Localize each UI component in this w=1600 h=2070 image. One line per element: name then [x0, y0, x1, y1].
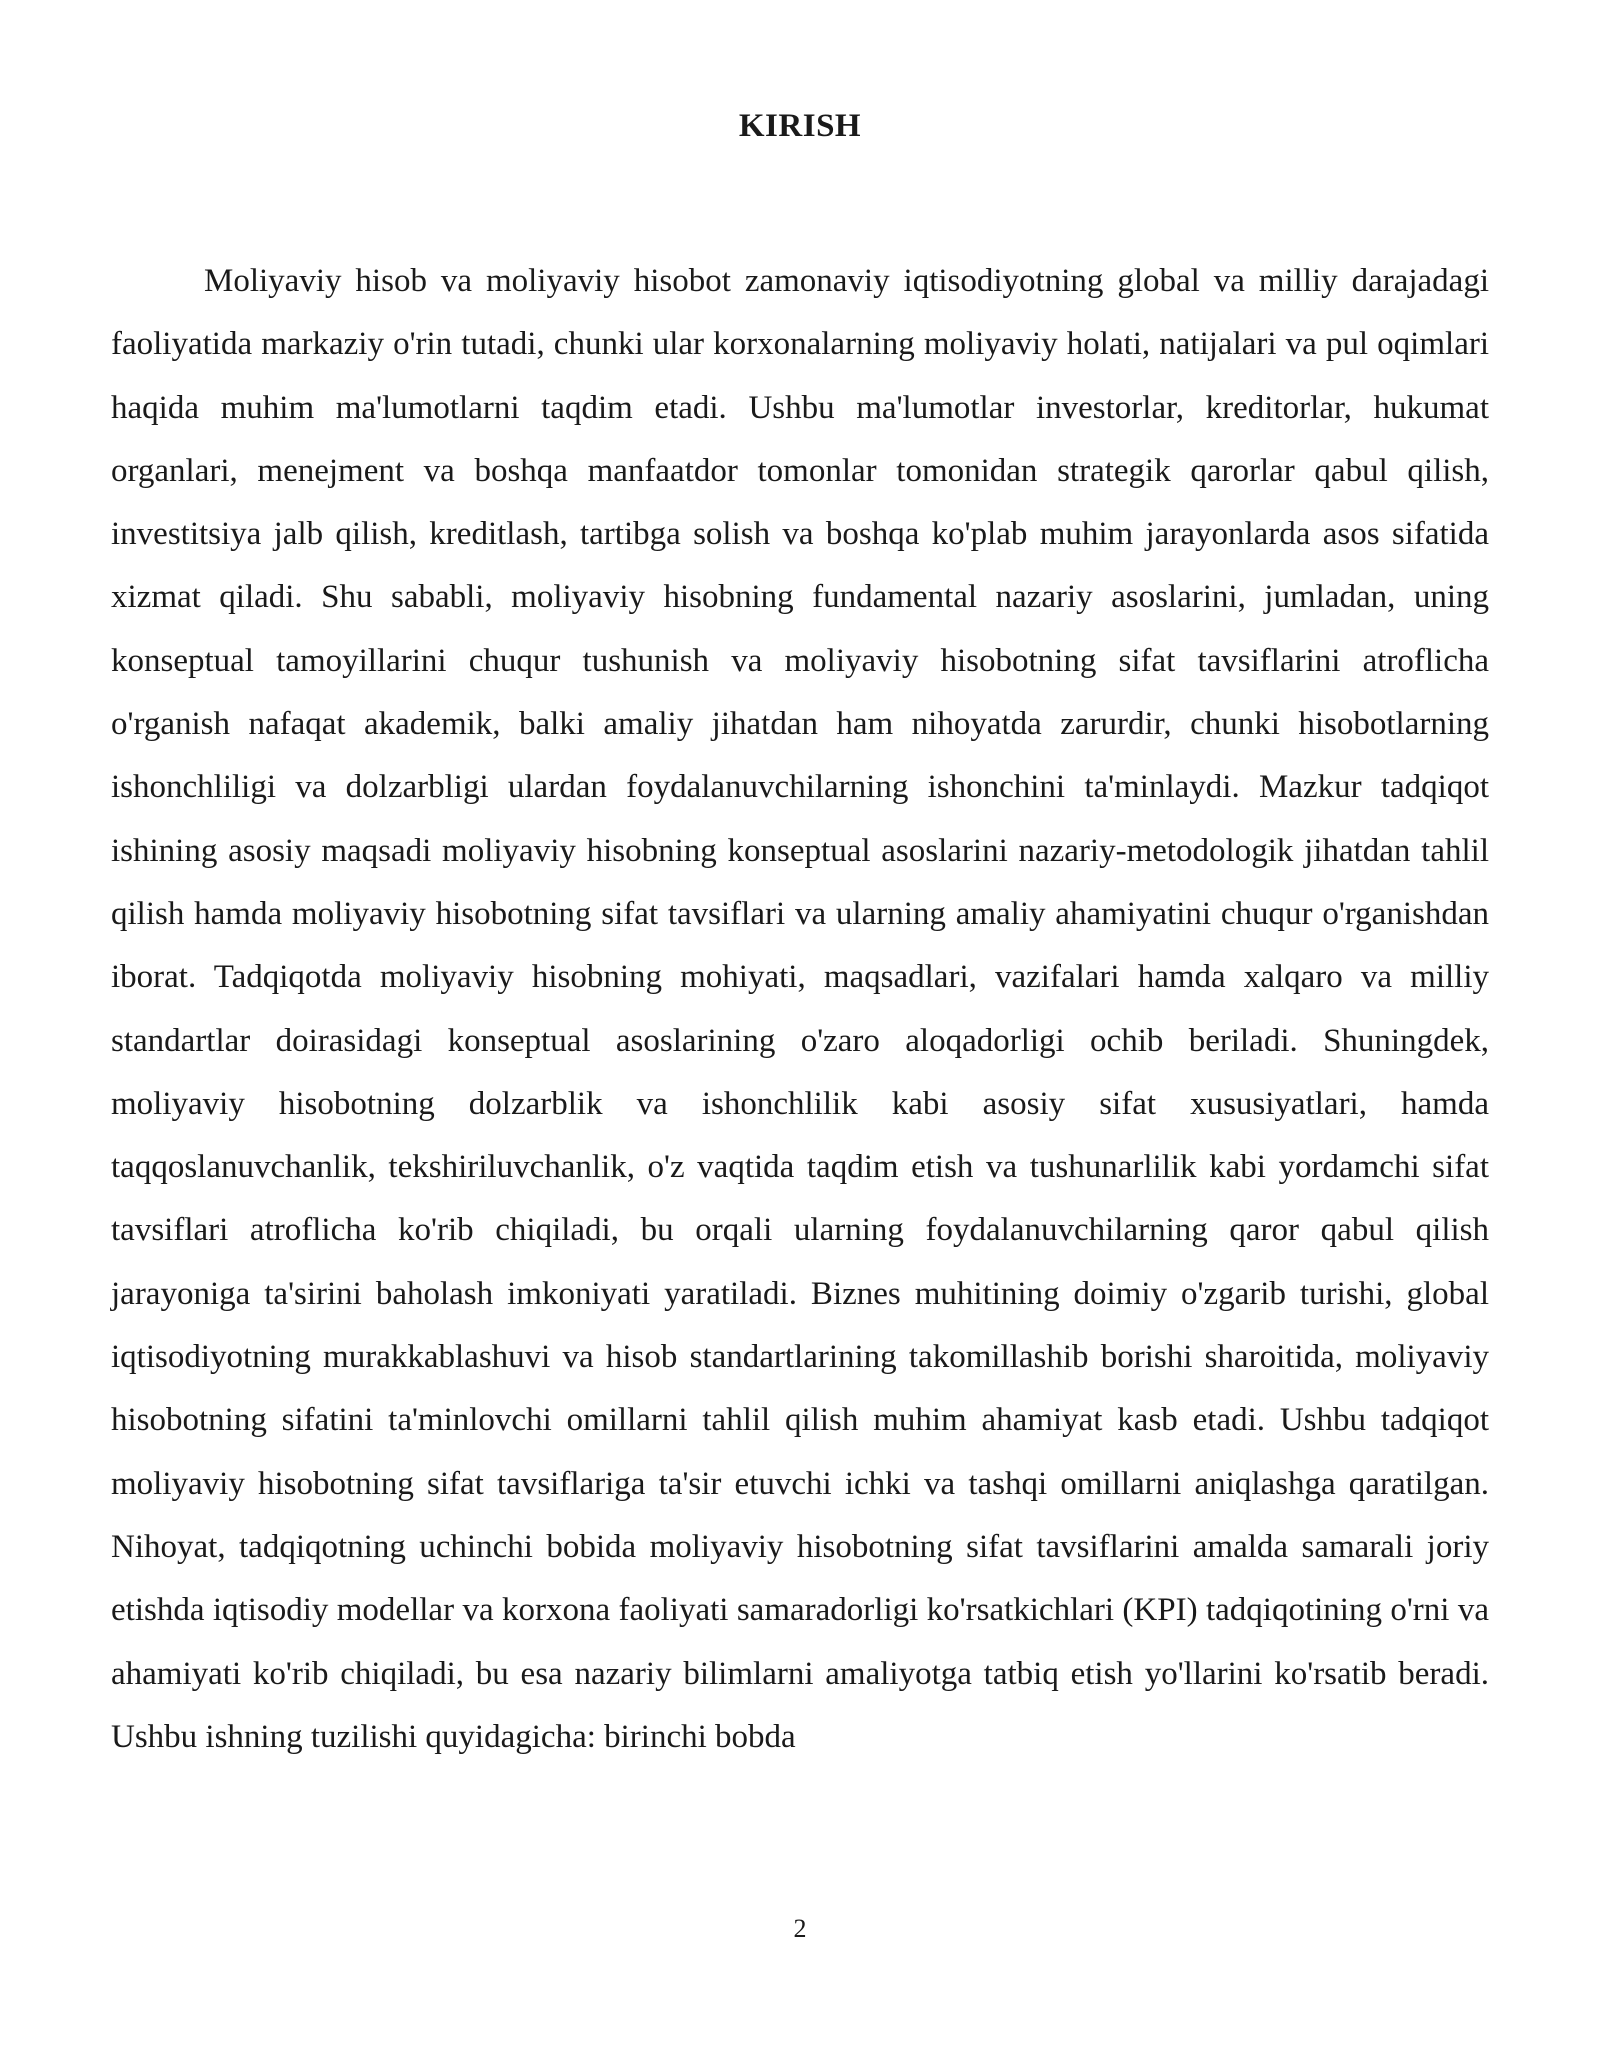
page-number: 2: [793, 1914, 807, 1943]
page-title: KIRISH: [738, 108, 862, 144]
body-paragraph: Moliyaviy hisob va moliyaviy hisobot zamonaviy iqtisodiyotning global va milliy darajadagi faoliyatida markaziy o'rin tutadi, chunki ular korxonalarning moliyaviy holati, natijalari va pul oqimlari haqida muhim ma'lumotlarni taqdim etadi. Ushbu ma'lumotlar investorlar, kreditorlar, hukumat organlari, menejment va boshqa manfaatdor tomonlar tomonidan strategik qarorlar qabul qilish, investitsiya jalb qilish, kreditlash, tartibga solish va boshqa ko'plab muhim jarayonlarda asos sifatida xizmat qiladi. Shu sababli, moliyaviy hisobning fundamental nazariy asoslarini, jumladan, uning konseptual tamoyillarini chuqur tushunish va moliyaviy hisobotning sifat tavsiflarini atroflicha o'rganish nafaqat akademik, balki amaliy jihatdan ham nihoyatda zarurdir, chunki hisobotlarning ishonchliligi va dolzarbligi ulardan foydalanuvchilarning ishonchini ta'minlaydi. Mazkur tadqiqot ishining asosiy maqsadi moliyaviy hisobning konseptual asoslarini nazariy-metodologik jihatdan tahlil qilish hamda moliyaviy hisobotning sifat tavsiflari va ularning amaliy ahamiyatini chuqur o'rganishdan iborat. Tadqiqotda moliyaviy hisobning mohiyati, maqsadlari, vazifalari hamda xalqaro va milliy standartlar doirasidagi konseptual asoslarining o'zaro aloqadorligi ochib beriladi. Shuningdek, moliyaviy hisobotning dolzarblik va ishonchlilik kabi asosiy sifat xususiyatlari, hamda taqqoslanuvchanlik, tekshiriluvchanlik, o'z vaqtida taqdim etish va tushunarlilik kabi yordamchi sifat tavsiflari atroflicha ko'rib chiqiladi, bu orqali ularning foydalanuvchilarning qaror qabul qilish jarayoniga ta'sirini baholash imkoniyati yaratiladi. Biznes muhitining doimiy o'zgarib turishi, global iqtisodiyotning murakkablashuvi va hisob standartlarining takomillashib borishi sharoitida, moliyaviy hisobotning sifatini ta'minlovchi omillarni tahlil qilish muhim ahamiyat kasb etadi. Ushbu tadqiqot moliyaviy hisobotning sifat tavsiflariga ta'sir etuvchi ichki va tashqi omillarni aniqlashga qaratilgan. Nihoyat, tadqiqotning uchinchi bobida moliyaviy hisobotning sifat tavsiflarini amalda samarali joriy etishda iqtisodiy modellar va korxona faoliyati samaradorligi ko'rsatkichlari (KPI) tadqiqotining o'rni va ahamiyati ko'rib chiqiladi, bu esa nazariy bilimlarni amaliyotga tatbiq etish yo'llarini ko'rsatib beradi. Ushbu ishning tuzilishi quyidagicha: birinchi bobda: [111, 263, 1489, 1755]
